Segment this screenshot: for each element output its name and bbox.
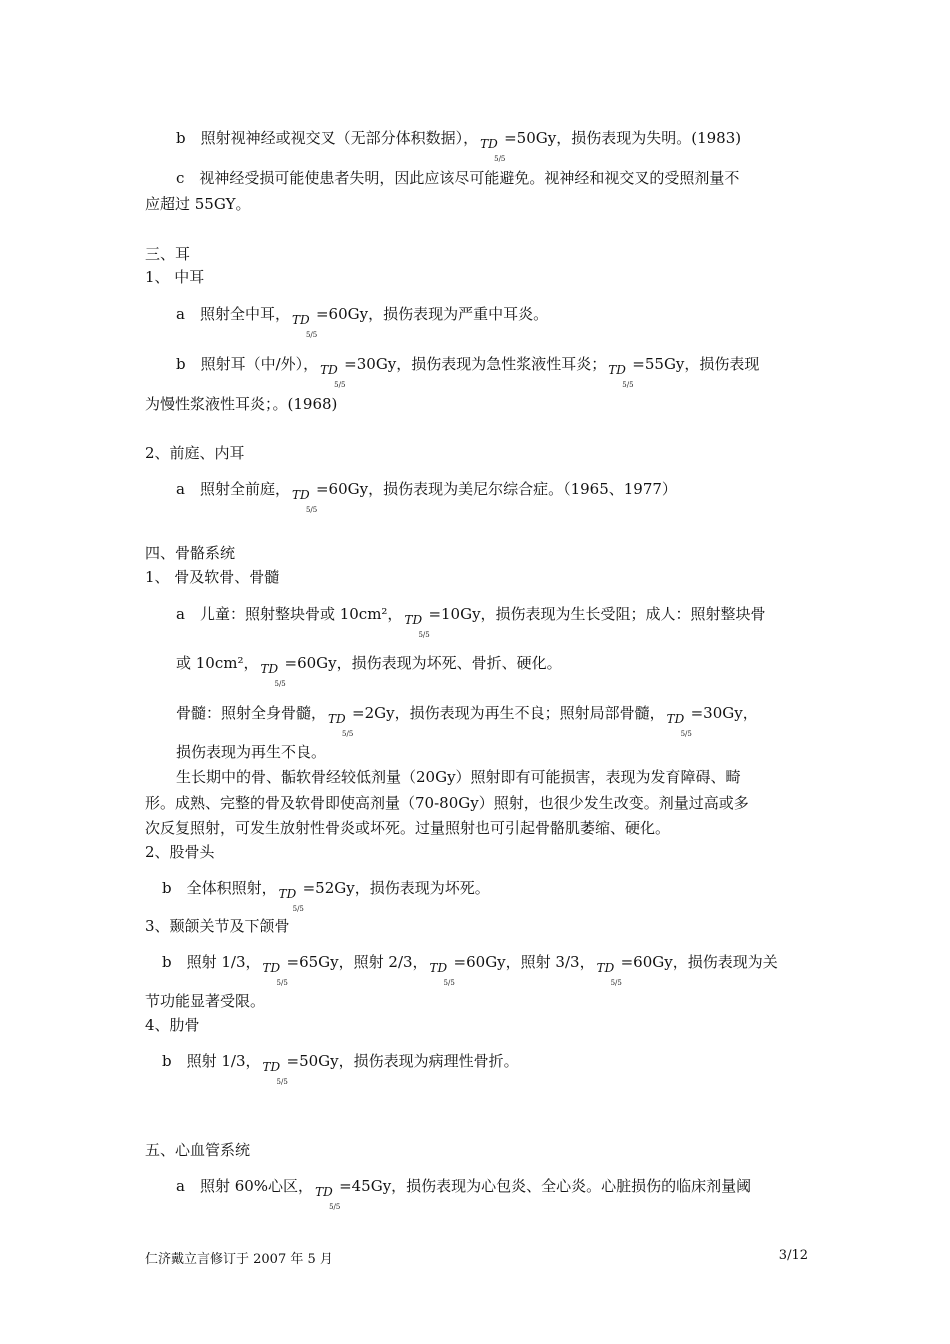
- text: b 照射视神经或视交叉（无部分体积数据），: [176, 129, 479, 147]
- td-symbol: TD 5/5: [320, 363, 346, 389]
- heading-vestibule: 2、前庭、内耳: [145, 444, 245, 462]
- text: =50Gy，损伤表现为失明。(1983): [504, 129, 742, 147]
- line-b-ear-cont: 为慢性浆液性耳炎；。(1968): [145, 395, 338, 413]
- td-symbol: TD 5/5: [291, 313, 318, 339]
- line-a-middle-ear: a 照射全中耳， TD 5/5 =60Gy，损伤表现为严重中耳炎。: [176, 305, 549, 339]
- para-growth-2: 形。成熟、完整的骨及软骨即使高剂量（70-80Gy）照射，也很少发生改变。剂量过高或多: [145, 794, 749, 812]
- page-number: 3/12: [778, 1248, 808, 1263]
- heading-cardiovascular: 五、心血管系统: [145, 1141, 251, 1159]
- td-symbol: TD 5/5: [260, 662, 286, 688]
- td-symbol: TD 5/5: [262, 961, 288, 987]
- line-a-heart: a 照射 60%心区， TD 5/5 =45Gy，损伤表现为心包炎、全心炎。心脏损伤的临床剂量阈: [176, 1177, 752, 1211]
- td-symbol: TD 5/5: [608, 363, 634, 389]
- line-b-optic: [176, 128, 742, 163]
- heading-bone-cartilage: 1、 骨及软骨、骨髓: [145, 568, 280, 586]
- para-growth-1: 生长期中的骨、骺软骨经较低剂量（20Gy）照射即有可能损害，表现为发育障碍、畸: [176, 768, 741, 786]
- heading-middle-ear: 1、 中耳: [145, 268, 205, 286]
- td-symbol: TD 5/5: [666, 712, 692, 738]
- line-b-femoral: b 全体积照射， TD 5/5 =52Gy，损伤表现为坏死。: [162, 879, 490, 913]
- line-b-tmj-cont: 节功能显著受限。: [145, 992, 266, 1010]
- td-symbol: TD 5/5: [596, 961, 622, 987]
- line-marrow: 骨髓：照射全身骨髓， TD 5/5 =2Gy，损伤表现为再生不良；照射局部骨髓， TD 5/5 =30Gy，: [176, 704, 758, 738]
- heading-skeletal: 四、骨骼系统: [145, 544, 236, 562]
- footer-revision-note: 仁济戴立言修订于 2007 年 5 月: [145, 1252, 333, 1267]
- td-symbol: TD 5/5: [278, 887, 304, 913]
- line-c-optic-cont: 应超过 55GY。: [145, 195, 251, 213]
- td-symbol: TD 5/5: [480, 137, 506, 163]
- td-symbol: TD 5/5: [315, 1185, 341, 1211]
- heading-femoral-head: 2、股骨头: [145, 843, 215, 861]
- line-b-ear: b 照射耳（中/外）， TD 5/5 =30Gy，损伤表现为急性浆液性耳炎； TD 5/5 =55Gy，损伤表现: [176, 355, 760, 389]
- line-a-vestibule: a 照射全前庭， TD 5/5 =60Gy，损伤表现为美尼尔综合症。（1965、1977）: [176, 480, 677, 514]
- line-a-bone: a 儿童：照射整块骨或 10cm²， TD 5/5 =10Gy，损伤表现为生长受阻；成人：照射整块骨: [176, 605, 766, 639]
- td-symbol: TD 5/5: [291, 488, 318, 514]
- line-a-bone-cont: 或 10cm²， TD 5/5 =60Gy，损伤表现为坏死、骨折、硬化。: [176, 654, 562, 688]
- line-marrow-cont: 损伤表现为再生不良。: [176, 743, 327, 761]
- td-symbol: TD 5/5: [429, 961, 455, 987]
- td-symbol: TD 5/5: [328, 712, 354, 738]
- line-c-optic: c 视神经受损可能使患者失明，因此应该尽可能避免。视神经和视交叉的受照剂量不: [176, 169, 740, 187]
- td-symbol: TD 5/5: [404, 613, 430, 639]
- line-b-tmj: b 照射 1/3， TD 5/5 =65Gy，照射 2/3， TD 5/5 =60Gy，照射 3/3， TD 5/5 =60Gy，损伤表现为关: [162, 953, 778, 987]
- heading-tmj: 3、颞颌关节及下颌骨: [145, 917, 290, 935]
- heading-ear: 三、耳: [145, 245, 191, 263]
- line-b-rib: b 照射 1/3， TD 5/5 =50Gy，损伤表现为病理性骨折。: [162, 1052, 519, 1086]
- para-growth-3: 次反复照射，可发生放射性骨炎或坏死。过量照射也可引起骨骼肌萎缩、硬化。: [145, 819, 671, 837]
- heading-rib: 4、肋骨: [145, 1016, 200, 1034]
- td-symbol: TD 5/5: [262, 1060, 288, 1086]
